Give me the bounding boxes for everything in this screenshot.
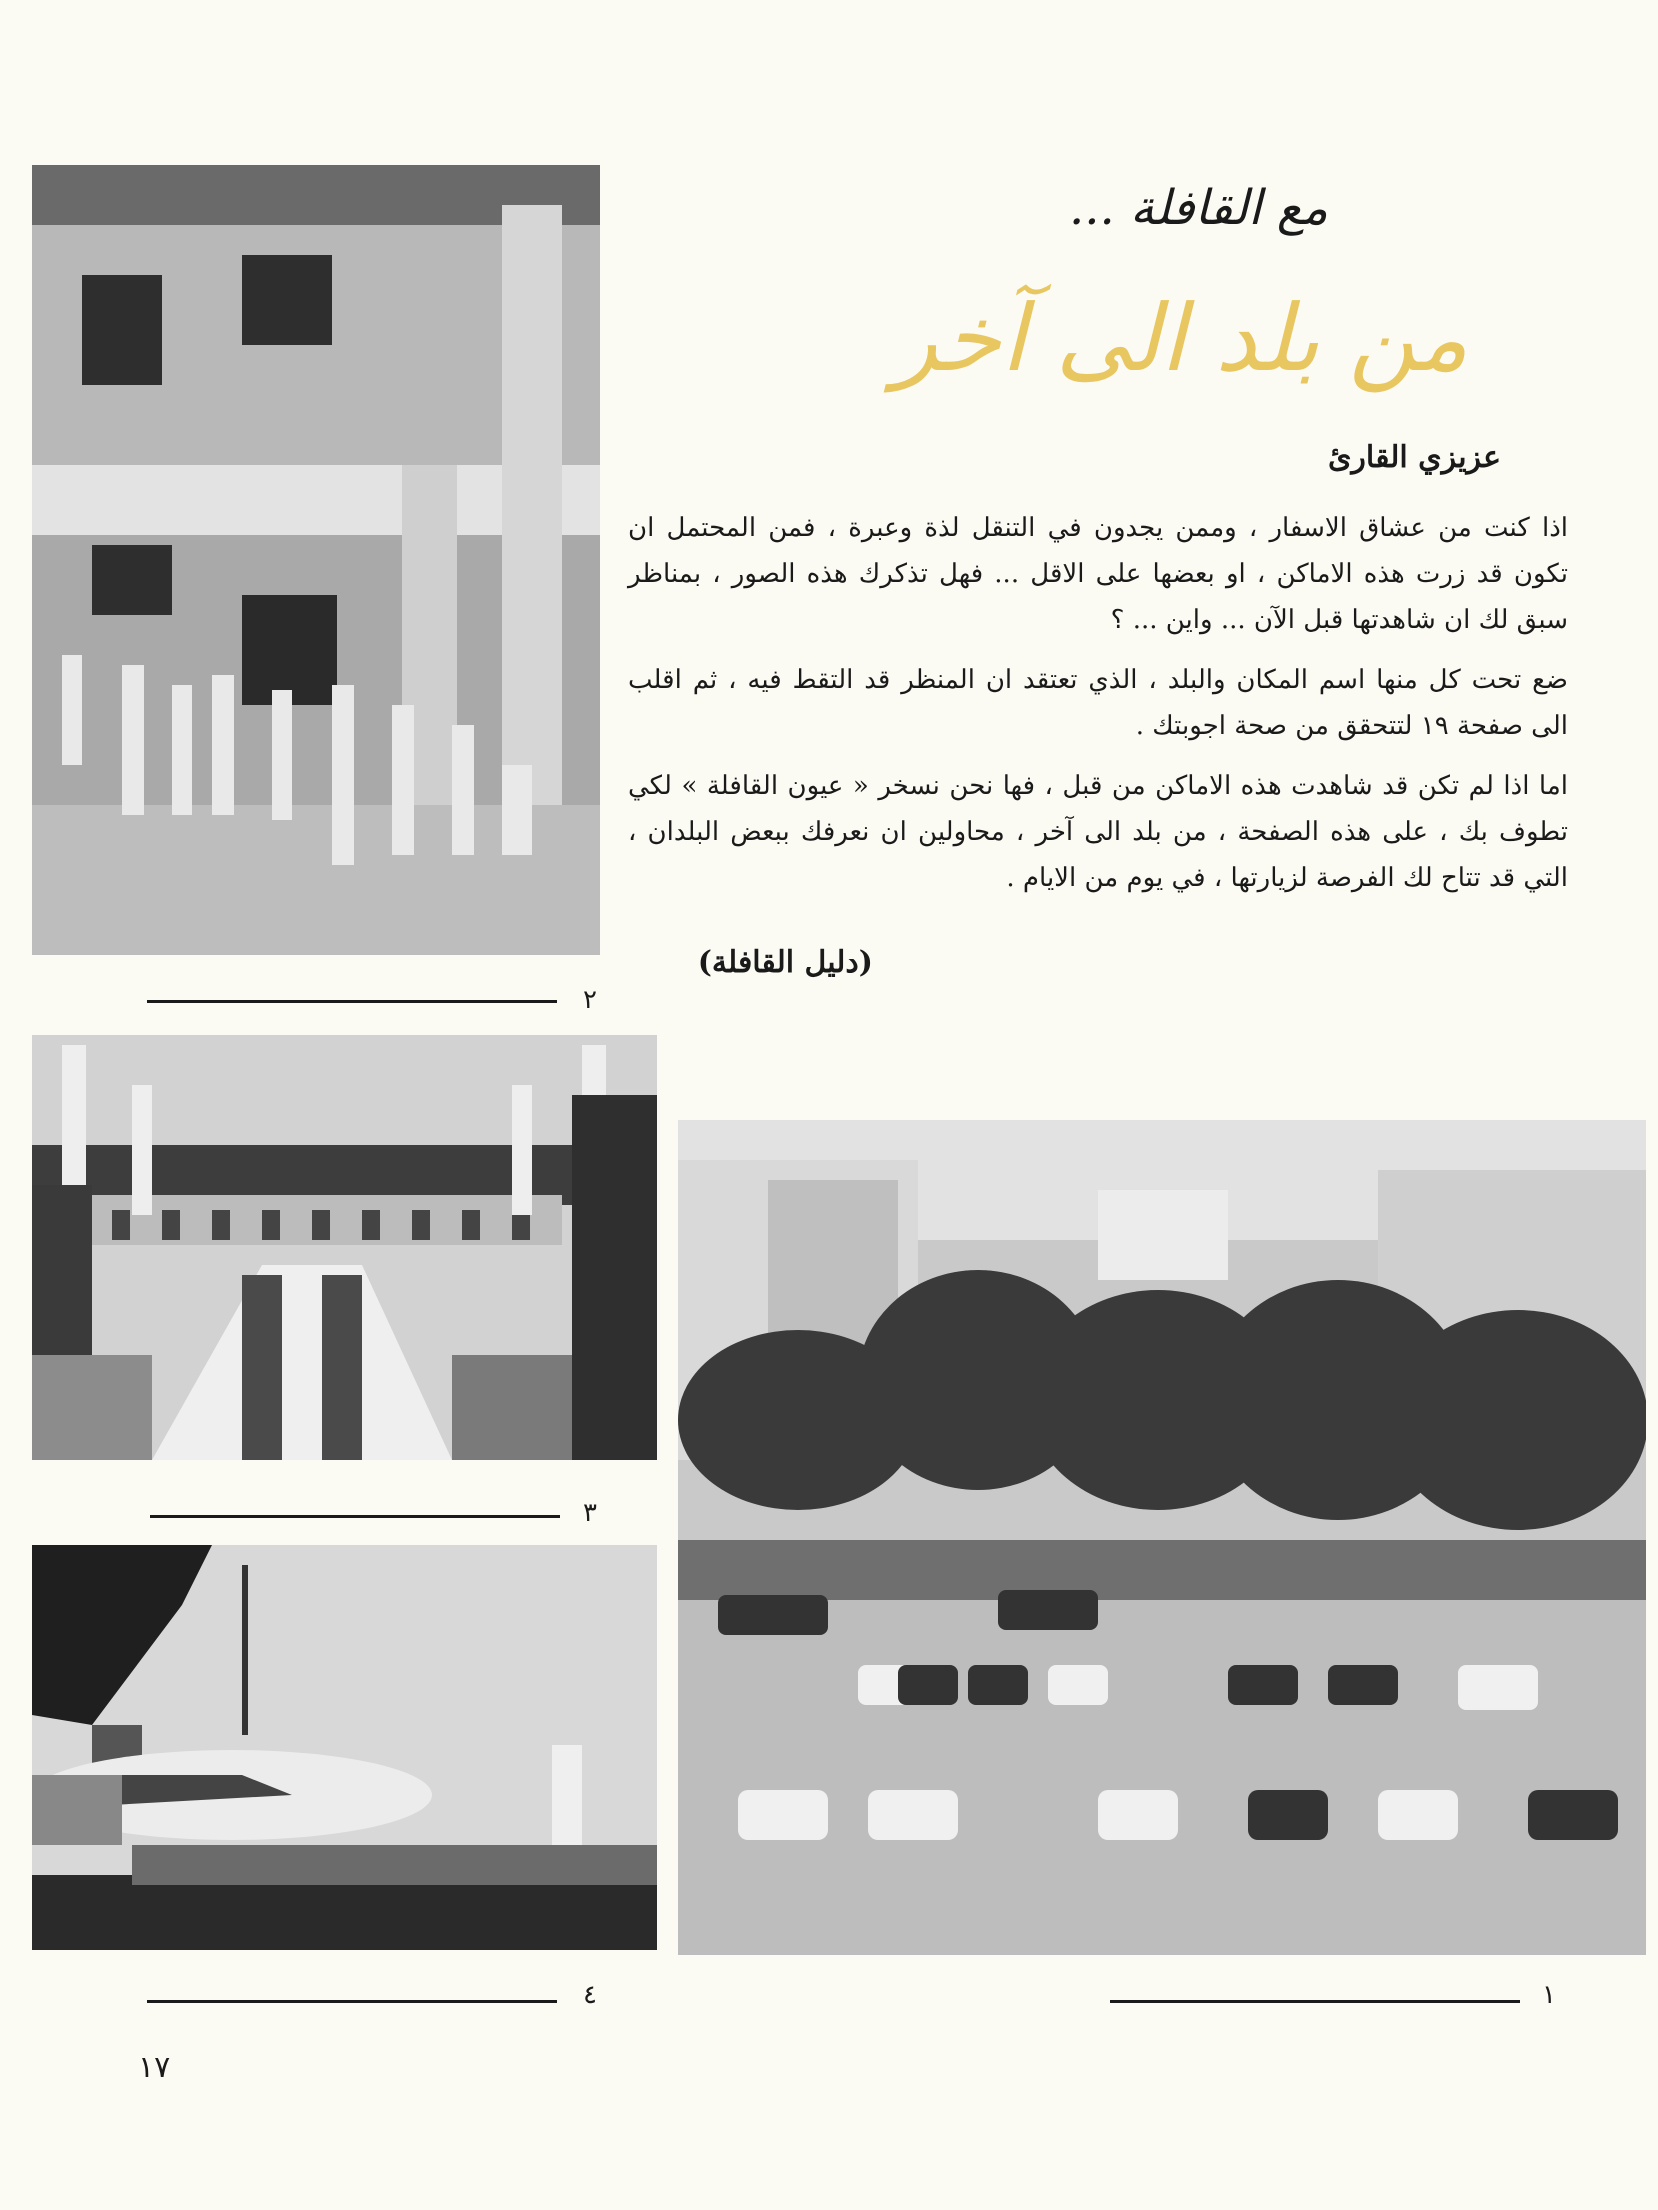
article-body <box>628 505 1568 915</box>
article-title: من بلد الى آخر <box>893 285 1468 392</box>
article-kicker: مع القافلة ... <box>1069 180 1328 236</box>
photo-2-number: ٢ <box>583 985 597 1015</box>
paragraph-1: اذا كنت من عشاق الاسفار ، وممن يجدون في التنقل لذة وعبرة ، فمن المحتمل ان تكون قد زرت هذه الاماكن ، او بعضها على الاقل ... فهل تذكرك هذه الصور ، بمناظر سبق لك ان شاهدتها قبل الآن ... واين ... ؟ <box>628 513 1568 635</box>
paragraph-2: ضع تحت كل منها اسم المكان والبلد ، الذي تعتقد ان المنظر قد التقط فيه ، ثم اقلب الى صفحة ١٩ لتتحقق من صحة اجوبتك . <box>628 665 1568 741</box>
photo-4-caption-line <box>147 2000 557 2003</box>
photo-2-building <box>32 165 600 955</box>
photo-2-caption-line <box>147 1000 557 1003</box>
photo-1-number: ١ <box>1542 1980 1556 2010</box>
photo-4-airport <box>32 1545 657 1950</box>
signature: (دليل القافلة) <box>697 945 873 980</box>
page-number: ١٧ <box>138 2050 171 2085</box>
photo-1-city-square <box>678 1120 1646 1955</box>
paragraph-3: اما اذا لم تكن قد شاهدت هذه الاماكن من قبل ، فها نحن نسخر « عيون القافلة » لكي تطوف بك ، على هذه الصفحة ، من بلد الى آخر ، محاولين ان نعرفك ببعض البلدان ، التي قد تتاح لك الفرصة لزيارتها ، في يوم من الايام . <box>628 771 1568 893</box>
photo-1-caption-line <box>1110 2000 1520 2003</box>
photo-3-caption-line <box>150 1515 560 1518</box>
photo-3-number: ٣ <box>583 1498 597 1528</box>
photo-3-garden <box>32 1035 657 1460</box>
salutation: عزيزي القارئ <box>1327 440 1501 475</box>
photo-4-number: ٤ <box>583 1980 597 2010</box>
